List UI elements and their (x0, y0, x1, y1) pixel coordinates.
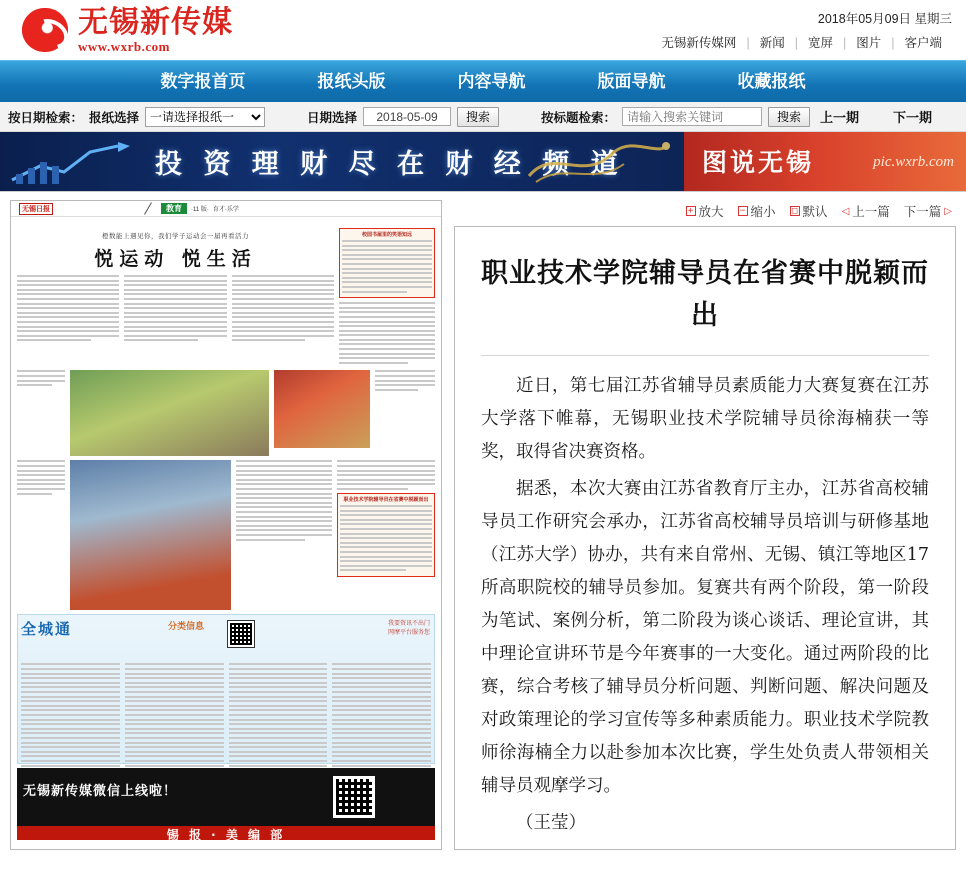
paper-body (11, 217, 441, 850)
header-link-app[interactable]: 客户端 (904, 36, 942, 50)
zoom-in-button[interactable] (686, 202, 724, 220)
paper-select-label: 报纸选择 (89, 110, 140, 125)
paper-article-columns (17, 275, 334, 344)
article-body (481, 370, 929, 840)
triangle-right-icon: ▷ (944, 205, 952, 217)
article-divider (481, 355, 929, 356)
paper-ad-title: 全城通 (21, 620, 73, 639)
finance-banner-text: 投 资 理 财 尽 在 财 经 频 道 (155, 149, 624, 180)
header-link-news[interactable]: 新闻 (759, 36, 785, 50)
paper-main-area (17, 225, 334, 366)
chart-arrow-icon (6, 140, 136, 186)
header-link-portal[interactable]: 无锡新传媒网 (661, 36, 737, 50)
search-toolbar (0, 102, 966, 132)
title-search-label: 按标题检索： (541, 110, 617, 125)
nav-item-favorites[interactable]: 收藏报纸 (737, 71, 806, 92)
paper-right-column (339, 225, 435, 366)
next-article-label: 下一篇 (903, 205, 942, 219)
paper-ad-wechat-qr-icon (333, 776, 375, 818)
zoom-out-label: 缩小 (750, 205, 776, 219)
paper-section-badge: 教育 (161, 203, 187, 214)
paper-ad-qr-icon (228, 621, 254, 647)
paper-caption-left-2 (17, 460, 65, 610)
nav-item-content-nav[interactable]: 内容导航 (457, 71, 526, 92)
paper-side-box (339, 228, 435, 298)
paper-highlight-box[interactable] (337, 493, 435, 577)
ad-col-2 (125, 663, 224, 778)
article-container (454, 226, 956, 850)
header-link-pictures[interactable]: 图片 (856, 36, 882, 50)
nav-item-home[interactable]: 数字报首页 (160, 71, 246, 92)
pictures-banner-url: pic.wxrb.com (873, 154, 954, 170)
zoom-default-label: 默认 (802, 205, 828, 219)
paper-ad-slogan-2: 网摩平台服务您 (387, 629, 430, 637)
paper-headline-main: 悦运动 悦生活 (94, 248, 257, 270)
paper-section-info (161, 203, 239, 214)
article-toolbar (454, 200, 956, 222)
header-right (651, 8, 952, 54)
paper-ad-slogan-1: 我要资讯不出门 (387, 620, 430, 628)
paper-ad-wechat[interactable] (17, 768, 435, 826)
paper-photo-row-1 (17, 370, 435, 456)
zoom-out-button[interactable] (738, 202, 776, 220)
paper-ad-slogan (388, 619, 430, 637)
header-link-sep: | (842, 36, 847, 50)
nav-item-front-page[interactable]: 报纸头版 (317, 71, 386, 92)
header-link-sep: | (746, 36, 750, 50)
header-date: 2018年05月09日 星期三 (817, 12, 952, 26)
paper-select[interactable] (145, 107, 265, 127)
date-search-button[interactable]: 搜索 (457, 107, 499, 127)
paper-ad-red-strip: 锡 报 · 美 编 部 (17, 826, 435, 840)
prev-article-button[interactable] (842, 202, 890, 220)
paper-photo-3-wrap (70, 460, 231, 610)
ad-col-3 (229, 663, 328, 778)
square-icon: □ (790, 206, 800, 216)
keyword-input[interactable] (622, 107, 762, 126)
header-link-wide[interactable]: 宽屏 (807, 36, 833, 50)
header-link-sep: | (891, 36, 895, 50)
article-byline: （王莹） (516, 813, 586, 833)
issue-pager (820, 107, 958, 126)
paper-column-1 (17, 275, 119, 344)
pictures-banner-text: 图说无锡 (702, 148, 815, 177)
zoom-in-label: 放大 (698, 205, 724, 219)
paper-ad-classified[interactable] (17, 614, 435, 764)
logo-url: www.wxrb.com (78, 38, 170, 54)
paper-headline-block (17, 231, 334, 271)
article-title: 职业技术学院辅导员在省赛中脱颖而出 (481, 258, 929, 331)
date-search-label: 按日期检索： (8, 110, 84, 125)
paper-masthead (11, 201, 441, 217)
header-links (651, 32, 952, 54)
main-content (0, 192, 966, 852)
keyword-search-button[interactable]: 搜索 (768, 107, 810, 127)
header-link-sep: | (794, 36, 798, 50)
article-paragraph: 近日，第七届江苏省辅导员素质能力大赛复赛在江苏大学落下帷幕，无锡职业技术学院辅导员徐海楠获一等奖，取得省决赛资格。 (481, 376, 929, 462)
paper-column-3 (232, 275, 334, 344)
paper-highlight-title: 职业技术学院辅导员在省赛中脱颖而出 (343, 497, 429, 503)
paper-headline-sub: 橙数能上遇见你，我们学子运动会一届再看活力 (102, 232, 249, 240)
prev-issue-button[interactable]: 上一期 (819, 110, 859, 125)
main-nav (0, 60, 966, 102)
plus-icon: + (686, 206, 696, 216)
newspaper-page-image[interactable] (10, 200, 442, 850)
date-select-label: 日期选择 (307, 110, 358, 125)
triangle-left-icon: ◁ (841, 205, 850, 217)
logo-title: 无锡新传媒 (78, 4, 233, 40)
finance-banner[interactable] (0, 132, 684, 191)
paper-caption-left (17, 370, 65, 456)
paper-ad-subtitle: 分类信息 (168, 622, 205, 633)
paper-caption-right (375, 370, 435, 456)
paper-ad-wechat-text: 无锡新传媒微信上线啦！ (23, 784, 178, 800)
logo-swirl-icon (22, 6, 74, 54)
ad-col-4 (332, 663, 431, 778)
dragon-ornament-icon (524, 136, 674, 188)
paper-photo-longjump (70, 460, 231, 610)
paper-photo-dance (274, 370, 370, 448)
paper-top-row (17, 225, 435, 366)
article-paragraph: 据悉，本次大赛由江苏省教育厅主办，江苏省高校辅导员工作研究会承办，江苏省高校辅导员培训与研修基地（江苏大学）协办，共有来自常州、无锡、镇江等地区17所高职院校的辅导员参加。复赛共有两个阶段，第一阶段为笔试、案例分析，第二阶段为谈心谈话、理论宣讲，其中理论宣讲环节是今年赛事的一大变化。通过两阶段的比赛，综合考核了辅导员分析问题、判断问题、解决问题及对政策理论的学习宣传等多种素质能力。职业技术学院教师徐海楠全力以赴参加本次比赛，学生处负责人带领相关辅导员观摩学习。 (481, 479, 929, 796)
next-issue-button[interactable]: 下一期 (892, 110, 932, 125)
minus-icon: − (738, 206, 748, 216)
banner-row (0, 132, 966, 192)
nav-item-layout-nav[interactable]: 版面导航 (597, 71, 666, 92)
site-logo[interactable] (22, 6, 233, 54)
logo-text (78, 4, 233, 54)
zoom-default-button[interactable] (790, 202, 828, 220)
ad-col-1 (21, 663, 120, 778)
paper-side-box-title: 校园书屋里的笑语知远 (361, 232, 412, 238)
paper-page-no: ·11 版· (191, 207, 209, 213)
next-article-button[interactable] (904, 202, 952, 220)
paper-column-2 (124, 275, 226, 344)
pictures-banner[interactable] (684, 132, 966, 191)
paper-photo-1-wrap (70, 370, 269, 456)
paper-highlight-col (337, 460, 435, 610)
paper-masthead-logo: 无锡日报 (19, 203, 53, 215)
paper-text-col-4 (236, 460, 332, 610)
prev-article-label: 上一篇 (852, 205, 890, 219)
paper-edu-sub: 育才·乐学 (212, 207, 239, 213)
date-input[interactable] (363, 107, 451, 126)
newspaper-page-column (10, 200, 442, 852)
paper-photo-row-2 (17, 460, 435, 610)
article-column (454, 200, 956, 852)
paper-photo-2-wrap (274, 370, 370, 456)
site-header (0, 0, 966, 60)
paper-photo-running (70, 370, 269, 456)
